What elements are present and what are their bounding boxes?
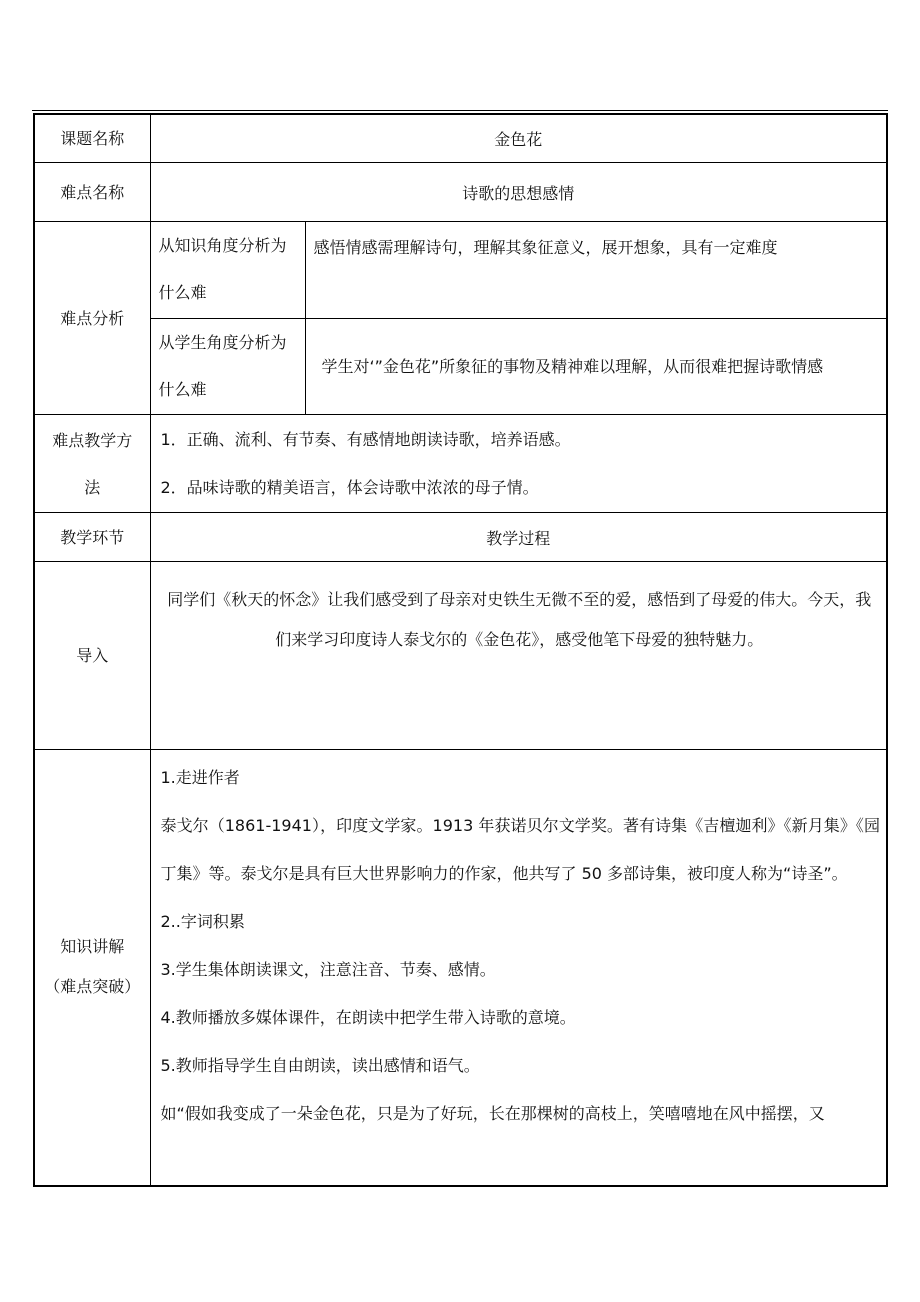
knowledge-angle-value: 感悟情感需理解诗句，理解其象征意义，展开想象，具有一定难度 [305,222,887,319]
topic-label: 课题名称 [34,114,150,163]
knowledge-paragraph-7: 如“假如我变成了一朵金色花，只是为了好玩，长在那棵树的高枝上，笑嘻嘻地在风中摇摆，又 [160,1104,825,1123]
student-angle-value: 学生对‘”金色花”所象征的事物及精神难以理解，从而很难把握诗歌情感 [305,319,887,415]
knowledge-paragraph-4: 3.学生集体朗读课文，注意注音、节奏、感情。 [160,960,496,979]
knowledge-paragraph-2: 泰戈尔（1861-1941），印度文学家。1913 年获诺贝尔文学奖。著有诗集《吉檀迦利》《新月集》《园丁集》等。泰戈尔是具有巨大世界影响力的作家，他共写了 50 多部诗集，被印度人称为“诗圣”。 [160,816,881,883]
method-content [150,415,887,513]
method-label-line1: 难点教学方 [52,430,133,450]
knowledge-label [34,750,150,1186]
knowledge-angle-row [34,222,887,319]
student-angle-row [34,319,887,415]
difficulty-name-row [34,163,887,222]
method-label [34,415,150,513]
student-angle-label-line2: 什么难 [158,380,207,399]
analysis-label: 难点分析 [34,222,150,415]
knowledge-paragraph-6: 5.教师指导学生自由朗读，读出感情和语气。 [160,1056,480,1075]
knowledge-label-line1: 知识讲解 [60,937,125,957]
process-label: 教学过程 [150,513,887,562]
knowledge-content [150,750,887,1186]
knowledge-paragraph-3: 2..字词积累 [160,912,245,931]
method-row [34,415,887,513]
intro-label: 导入 [34,562,150,750]
knowledge-angle-label-line1: 从知识角度分析为 [158,236,287,255]
knowledge-angle-label-line2: 什么难 [158,283,207,302]
knowledge-paragraph-1: 1.走进作者 [160,768,240,787]
difficulty-name-label: 难点名称 [34,163,150,222]
knowledge-angle-label [150,222,305,319]
student-angle-label-line1: 从学生角度分析为 [158,333,287,352]
knowledge-label-line2: （难点突破） [44,977,141,997]
topic-value: 金色花 [150,114,887,163]
student-angle-label [150,319,305,415]
method-label-line2: 法 [84,477,101,497]
difficulty-name-value: 诗歌的思想感情 [150,163,887,222]
method-item-1: 1．正确、流利、有节奏、有感情地朗读诗歌，培养语感。 [160,429,571,449]
topic-row [34,114,887,163]
intro-text: 同学们《秋天的怀念》让我们感受到了母亲对史铁生无微不至的爱，感悟到了母爱的伟大。今天，我们来学习印度诗人泰戈尔的《金色花》，感受他笔下母爱的独特魅力。 [150,562,887,750]
knowledge-row [34,750,887,1186]
stage-header-row [34,513,887,562]
method-item-2: 2．品味诗歌的精美语言，体会诗歌中浓浓的母子情。 [160,477,539,497]
intro-row [34,562,887,750]
page-top-rule [32,110,888,111]
stage-label: 教学环节 [34,513,150,562]
knowledge-paragraph-5: 4.教师播放多媒体课件，在朗读中把学生带入诗歌的意境。 [160,1008,576,1027]
lesson-plan-table [33,113,888,1187]
